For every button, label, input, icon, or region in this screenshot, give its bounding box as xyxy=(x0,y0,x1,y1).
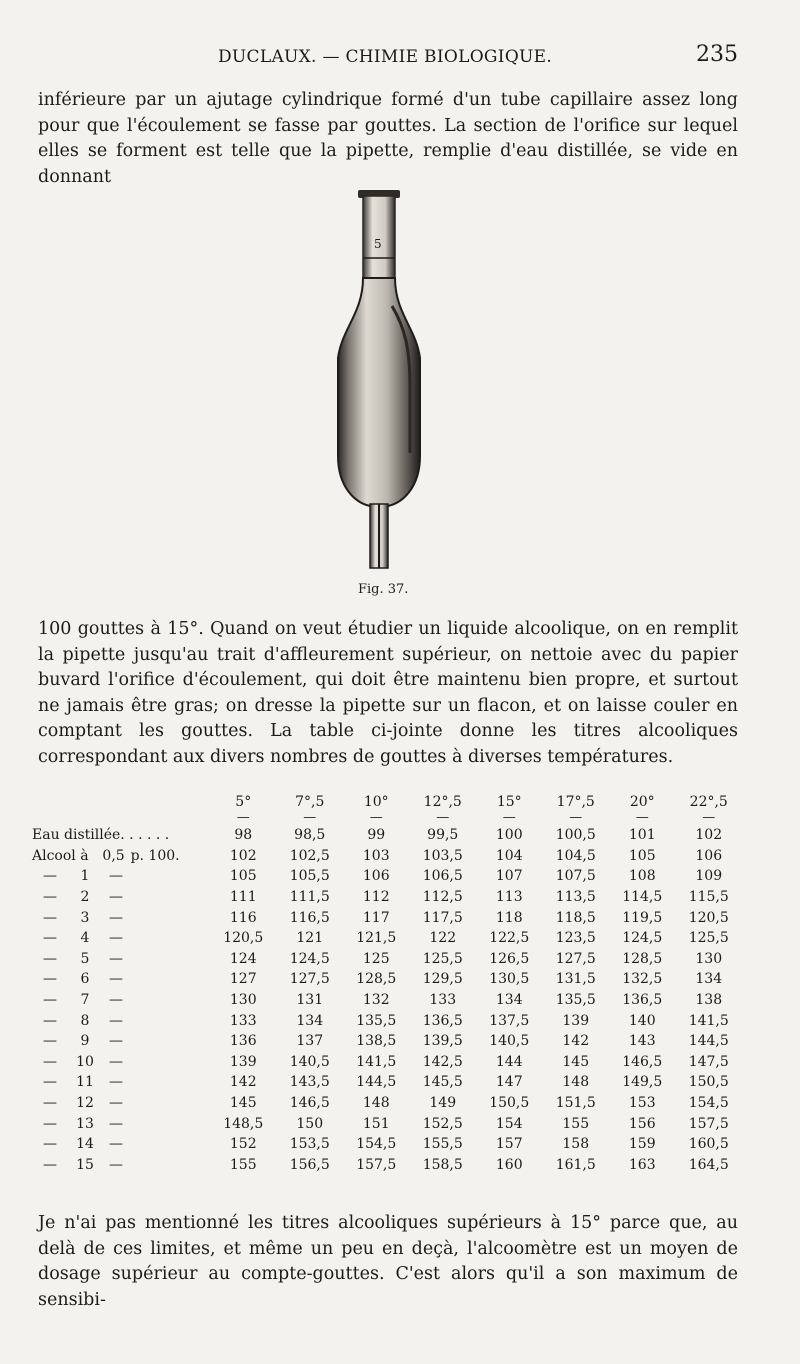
table-row xyxy=(32,990,742,1011)
row-label-post: — xyxy=(109,1033,123,1050)
drop-count-cell: 122,5 xyxy=(489,930,530,947)
drop-count-cell: 133 xyxy=(229,1012,257,1029)
drop-count-cell: 111,5 xyxy=(289,889,330,906)
drop-count-cell: 138,5 xyxy=(356,1033,397,1050)
row-label-pre: — xyxy=(43,1074,57,1091)
drop-count-cell: 115,5 xyxy=(688,889,729,906)
drop-count-cell: 125,5 xyxy=(422,950,463,967)
row-label-pre: — xyxy=(43,1053,57,1070)
drop-count-cell: 145 xyxy=(562,1053,590,1070)
header-dash: — xyxy=(569,810,583,825)
row-label-pre: — xyxy=(43,992,57,1009)
row-label-num: 3 xyxy=(80,909,90,926)
drop-count-cell: 134 xyxy=(296,1012,324,1029)
row-label-text: Eau distillée. . . . . . xyxy=(32,827,170,844)
drop-count-cell: 148,5 xyxy=(223,1115,264,1132)
drop-count-cell: 98 xyxy=(234,827,253,844)
drop-count-cell: 103,5 xyxy=(422,847,463,864)
row-label-pre: — xyxy=(43,909,57,926)
drop-count-cell: 134 xyxy=(495,992,523,1009)
row-label-num: 9 xyxy=(80,1033,90,1050)
drop-count-cell: 104,5 xyxy=(555,847,596,864)
temperature-header: 17°,5 xyxy=(556,793,595,810)
drop-count-cell: 144,5 xyxy=(688,1033,729,1050)
row-label xyxy=(32,949,210,970)
drop-count-cell: 146,5 xyxy=(289,1095,330,1112)
row-label-num: 8 xyxy=(80,1012,90,1029)
drop-count-cell: 164,5 xyxy=(688,1156,729,1173)
drop-count-cell: 102 xyxy=(695,827,723,844)
temperature-header: 20° xyxy=(629,793,655,810)
row-label-post: p. 100. xyxy=(130,847,180,864)
row-label-num: 13 xyxy=(76,1115,94,1132)
drop-count-cell: 156 xyxy=(628,1115,656,1132)
drop-count-cell: 109 xyxy=(695,868,723,885)
drop-count-cell: 152 xyxy=(229,1136,257,1153)
drop-count-cell: 112,5 xyxy=(422,889,463,906)
drop-count-cell: 138 xyxy=(695,992,723,1009)
figure-caption: Fig. 37. xyxy=(358,582,409,597)
drop-count-cell: 149 xyxy=(429,1095,457,1112)
drop-count-cell: 151,5 xyxy=(555,1095,596,1112)
row-label-num: 7 xyxy=(80,992,90,1009)
drop-count-cell: 145 xyxy=(229,1095,257,1112)
drop-count-cell: 160,5 xyxy=(688,1136,729,1153)
drop-count-cell: 118,5 xyxy=(555,909,596,926)
drop-count-cell: 113 xyxy=(495,889,523,906)
drop-count-cell: 154,5 xyxy=(688,1095,729,1112)
drop-count-cell: 155 xyxy=(562,1115,590,1132)
drop-count-cell: 126,5 xyxy=(489,950,530,967)
row-label-pre: — xyxy=(43,1033,57,1050)
row-label-post: — xyxy=(109,909,123,926)
drop-count-cell: 153,5 xyxy=(289,1136,330,1153)
drop-count-cell: 123,5 xyxy=(555,930,596,947)
drop-count-cell: 113,5 xyxy=(555,889,596,906)
row-label-num: 10 xyxy=(76,1053,94,1070)
drop-count-cell: 102,5 xyxy=(289,847,330,864)
drop-count-cell: 127,5 xyxy=(555,950,596,967)
drop-count-cell: 122 xyxy=(429,930,457,947)
paragraph-method: 100 gouttes à 15°. Quand on veut étudier un liquide alcoolique, on en remplit la pipette jusqu'au trait d'affleurement supérieur, on nettoie avec du papier buvard l'orifice d'écoulement, qui doit être maintenu bien propre, et surtout ne jamais être gras; on dresse la pipette sur un flacon, et on laisse couler en comptant les gouttes. La table ci-jointe donne les titres alcooliques correspondant aux divers nombres de gouttes à diverses températures. xyxy=(38,619,738,767)
table-row xyxy=(32,825,742,846)
drop-count-cell: 124,5 xyxy=(622,930,663,947)
drop-count-cell: 157 xyxy=(495,1136,523,1153)
table-row xyxy=(32,1072,742,1093)
corner-dash-cell xyxy=(32,811,210,825)
row-label-num: 12 xyxy=(76,1095,94,1112)
drop-count-cell: 148 xyxy=(362,1095,390,1112)
drop-count-cell: 131 xyxy=(296,992,324,1009)
header-dash: — xyxy=(702,810,716,825)
paragraph-intro: inférieure par un ajutage cylindrique formé d'un tube capillaire assez long pour que l'écoulement se fasse par gouttes. La section de l'orifice sur lequel elles se forment est telle que la pipette, remplie d'eau distillée, se vide en donnant xyxy=(38,90,738,187)
temperature-header: 12°,5 xyxy=(423,793,462,810)
row-label-num: 0,5 xyxy=(102,847,125,864)
drop-count-cell: 141,5 xyxy=(356,1053,397,1070)
drop-count-cell: 114,5 xyxy=(622,889,663,906)
row-label-pre: — xyxy=(43,1156,57,1173)
drop-count-cell: 155,5 xyxy=(422,1136,463,1153)
drop-count-cell: 127,5 xyxy=(289,971,330,988)
row-label xyxy=(32,990,210,1011)
row-label-pre: — xyxy=(43,1115,57,1132)
drop-count-cell: 124 xyxy=(229,950,257,967)
temperature-header: 15° xyxy=(496,793,522,810)
table-row xyxy=(32,949,742,970)
drop-count-cell: 107,5 xyxy=(555,868,596,885)
temperature-header: 22°,5 xyxy=(689,793,728,810)
table-row xyxy=(32,1134,742,1155)
drop-count-cell: 106,5 xyxy=(422,868,463,885)
row-label-num: 4 xyxy=(80,930,90,947)
drop-count-cell: 99,5 xyxy=(427,827,459,844)
row-label-num: 5 xyxy=(80,950,90,967)
drop-count-cell: 128,5 xyxy=(622,950,663,967)
row-label xyxy=(32,1134,210,1155)
row-label xyxy=(32,866,210,887)
page-number: 235 xyxy=(696,42,738,67)
drop-count-cell: 103 xyxy=(362,847,390,864)
row-label-post: — xyxy=(109,1012,123,1029)
drop-count-cell: 139,5 xyxy=(422,1033,463,1050)
drop-count-cell: 154,5 xyxy=(356,1136,397,1153)
drop-count-cell: 130 xyxy=(695,950,723,967)
drop-count-cell: 150,5 xyxy=(489,1095,530,1112)
drop-count-cell: 125 xyxy=(362,950,390,967)
drop-count-cell: 117,5 xyxy=(422,909,463,926)
drop-count-cell: 153 xyxy=(628,1095,656,1112)
drop-count-cell: 133 xyxy=(429,992,457,1009)
row-label-num: 11 xyxy=(76,1074,94,1091)
row-label-post: — xyxy=(109,868,123,885)
drop-count-cell: 155 xyxy=(229,1156,257,1173)
drop-count-cell: 127 xyxy=(229,971,257,988)
drop-count-cell: 121,5 xyxy=(356,930,397,947)
row-label-pre: Alcool à xyxy=(32,847,89,864)
row-label-num: 15 xyxy=(76,1156,94,1173)
drop-count-cell: 144,5 xyxy=(356,1074,397,1091)
table-row xyxy=(32,1093,742,1114)
drop-count-cell: 152,5 xyxy=(422,1115,463,1132)
table-row xyxy=(32,928,742,949)
drop-count-cell: 160 xyxy=(495,1156,523,1173)
drop-count-cell: 116 xyxy=(229,909,257,926)
drop-count-cell: 136,5 xyxy=(622,992,663,1009)
row-label-num: 2 xyxy=(80,889,90,906)
row-label xyxy=(32,887,210,908)
table-row xyxy=(32,1031,742,1052)
drop-count-cell: 154 xyxy=(495,1115,523,1132)
drop-count-cell: 144 xyxy=(495,1053,523,1070)
drop-count-cell: 120,5 xyxy=(223,930,264,947)
row-label xyxy=(32,846,210,867)
temperature-header: 10° xyxy=(363,793,389,810)
drop-count-cell: 105 xyxy=(628,847,656,864)
row-label-num: 6 xyxy=(80,971,90,988)
drop-count-cell: 150 xyxy=(296,1115,324,1132)
drop-count-cell: 159 xyxy=(628,1136,656,1153)
row-label xyxy=(32,969,210,990)
pipette-illustration xyxy=(310,188,440,578)
table-row xyxy=(32,887,742,908)
row-label-pre: — xyxy=(43,950,57,967)
drop-count-cell: 140,5 xyxy=(489,1033,530,1050)
drop-count-cell: 119,5 xyxy=(622,909,663,926)
drop-count-cell: 128,5 xyxy=(356,971,397,988)
row-label-post: — xyxy=(109,1136,123,1153)
drop-count-cell: 132,5 xyxy=(622,971,663,988)
table-row xyxy=(32,1010,742,1031)
header-dash: — xyxy=(502,810,516,825)
drop-count-cell: 106 xyxy=(695,847,723,864)
drop-count-cell: 105,5 xyxy=(289,868,330,885)
drop-count-cell: 106 xyxy=(362,868,390,885)
drop-count-cell: 117 xyxy=(362,909,390,926)
drop-count-cell: 142 xyxy=(562,1033,590,1050)
table-row xyxy=(32,1113,742,1134)
drop-count-cell: 158 xyxy=(562,1136,590,1153)
row-label-post: — xyxy=(109,889,123,906)
drop-count-cell: 145,5 xyxy=(422,1074,463,1091)
table-body xyxy=(32,825,742,1175)
drop-count-cell: 157,5 xyxy=(356,1156,397,1173)
row-label-post: — xyxy=(109,1074,123,1091)
row-label xyxy=(32,928,210,949)
drop-count-cell: 107 xyxy=(495,868,523,885)
temperature-header-row xyxy=(32,792,742,811)
temperature-header: 7°,5 xyxy=(295,793,325,810)
drop-count-cell: 131,5 xyxy=(555,971,596,988)
drop-count-cell: 141,5 xyxy=(688,1012,729,1029)
row-label xyxy=(32,1113,210,1134)
drop-count-cell: 101 xyxy=(628,827,656,844)
pipette-figure xyxy=(310,188,440,578)
drop-count-cell: 137 xyxy=(296,1033,324,1050)
page-header xyxy=(38,42,738,72)
drop-count-cell: 129,5 xyxy=(422,971,463,988)
drop-count-cell: 140 xyxy=(628,1012,656,1029)
row-label-post: — xyxy=(109,1156,123,1173)
drop-count-cell: 116,5 xyxy=(289,909,330,926)
drop-count-cell: 142,5 xyxy=(422,1053,463,1070)
drop-count-cell: 147 xyxy=(495,1074,523,1091)
drop-count-cell: 150,5 xyxy=(688,1074,729,1091)
table-row xyxy=(32,1155,742,1176)
drop-count-cell: 124,5 xyxy=(289,950,330,967)
drop-count-cell: 98,5 xyxy=(294,827,326,844)
alcohol-drop-table xyxy=(32,792,742,1175)
drop-count-cell: 100,5 xyxy=(555,827,596,844)
row-label-num: 1 xyxy=(80,868,90,885)
drop-count-cell: 158,5 xyxy=(422,1156,463,1173)
row-label-pre: — xyxy=(43,889,57,906)
table-row xyxy=(32,1052,742,1073)
drop-count-cell: 99 xyxy=(367,827,386,844)
row-label-post: — xyxy=(109,930,123,947)
row-label-post: — xyxy=(109,1115,123,1132)
drop-count-cell: 104 xyxy=(495,847,523,864)
drop-count-cell: 100 xyxy=(495,827,523,844)
row-label xyxy=(32,825,210,846)
row-label xyxy=(32,1052,210,1073)
drop-count-cell: 157,5 xyxy=(688,1115,729,1132)
row-label-pre: — xyxy=(43,1012,57,1029)
row-label xyxy=(32,1010,210,1031)
drop-count-cell: 130 xyxy=(229,992,257,1009)
row-label-num: 14 xyxy=(76,1136,94,1153)
drop-count-cell: 108 xyxy=(628,868,656,885)
row-label-post: — xyxy=(109,992,123,1009)
paragraph-conclusion: Je n'ai pas mentionné les titres alcooliques supérieurs à 15° parce que, au delà de ces limites, et même un peu en deçà, l'alcoomètre est un moyen de dosage supérieur au compte-gouttes. C'est alors qu'il a son maximum de sensibi- xyxy=(38,1213,738,1310)
drop-count-cell: 142 xyxy=(229,1074,257,1091)
table-row xyxy=(32,907,742,928)
header-dash: — xyxy=(436,810,450,825)
row-label xyxy=(32,907,210,928)
header-dash: — xyxy=(635,810,649,825)
drop-count-cell: 137,5 xyxy=(489,1012,530,1029)
table-row xyxy=(32,866,742,887)
drop-count-cell: 121 xyxy=(296,930,324,947)
row-label-pre: — xyxy=(43,1136,57,1153)
drop-count-cell: 139 xyxy=(562,1012,590,1029)
drop-count-cell: 143 xyxy=(628,1033,656,1050)
drop-count-cell: 146,5 xyxy=(622,1053,663,1070)
drop-count-cell: 120,5 xyxy=(688,909,729,926)
drop-count-cell: 105 xyxy=(229,868,257,885)
drop-count-cell: 136,5 xyxy=(422,1012,463,1029)
drop-count-cell: 151 xyxy=(362,1115,390,1132)
drop-count-cell: 161,5 xyxy=(555,1156,596,1173)
row-label-post: — xyxy=(109,1053,123,1070)
row-label-post: — xyxy=(109,1095,123,1112)
table-row xyxy=(32,969,742,990)
drop-count-cell: 149,5 xyxy=(622,1074,663,1091)
drop-count-cell: 130,5 xyxy=(489,971,530,988)
mark-label: 5 xyxy=(374,237,382,251)
corner-cell xyxy=(32,792,210,811)
row-label-post: — xyxy=(109,950,123,967)
drop-count-cell: 147,5 xyxy=(688,1053,729,1070)
header-dash: — xyxy=(303,810,317,825)
drop-count-cell: 136 xyxy=(229,1033,257,1050)
drop-count-cell: 140,5 xyxy=(289,1053,330,1070)
drop-count-cell: 102 xyxy=(229,847,257,864)
drop-count-cell: 134 xyxy=(695,971,723,988)
drop-count-cell: 132 xyxy=(362,992,390,1009)
drop-count-cell: 112 xyxy=(362,889,390,906)
drop-count-cell: 135,5 xyxy=(555,992,596,1009)
drop-count-cell: 156,5 xyxy=(289,1156,330,1173)
drop-count-cell: 135,5 xyxy=(356,1012,397,1029)
drop-count-cell: 125,5 xyxy=(688,930,729,947)
temperature-header: 5° xyxy=(235,793,252,810)
row-label xyxy=(32,1072,210,1093)
drop-count-cell: 118 xyxy=(495,909,523,926)
header-dash: — xyxy=(236,810,250,825)
drop-count-cell: 111 xyxy=(229,889,257,906)
drop-count-cell: 143,5 xyxy=(289,1074,330,1091)
header-dash-row xyxy=(32,811,742,825)
drop-count-cell: 148 xyxy=(562,1074,590,1091)
drop-count-cell: 139 xyxy=(229,1053,257,1070)
row-label-pre: — xyxy=(43,1095,57,1112)
row-label xyxy=(32,1155,210,1176)
row-label xyxy=(32,1031,210,1052)
header-dash: — xyxy=(369,810,383,825)
table-row xyxy=(32,846,742,867)
row-label-pre: — xyxy=(43,868,57,885)
row-label xyxy=(32,1093,210,1114)
row-label-post: — xyxy=(109,971,123,988)
running-title: DUCLAUX. — CHIMIE BIOLOGIQUE. xyxy=(218,47,553,67)
row-label-pre: — xyxy=(43,930,57,947)
row-label-pre: — xyxy=(43,971,57,988)
drop-count-cell: 163 xyxy=(628,1156,656,1173)
